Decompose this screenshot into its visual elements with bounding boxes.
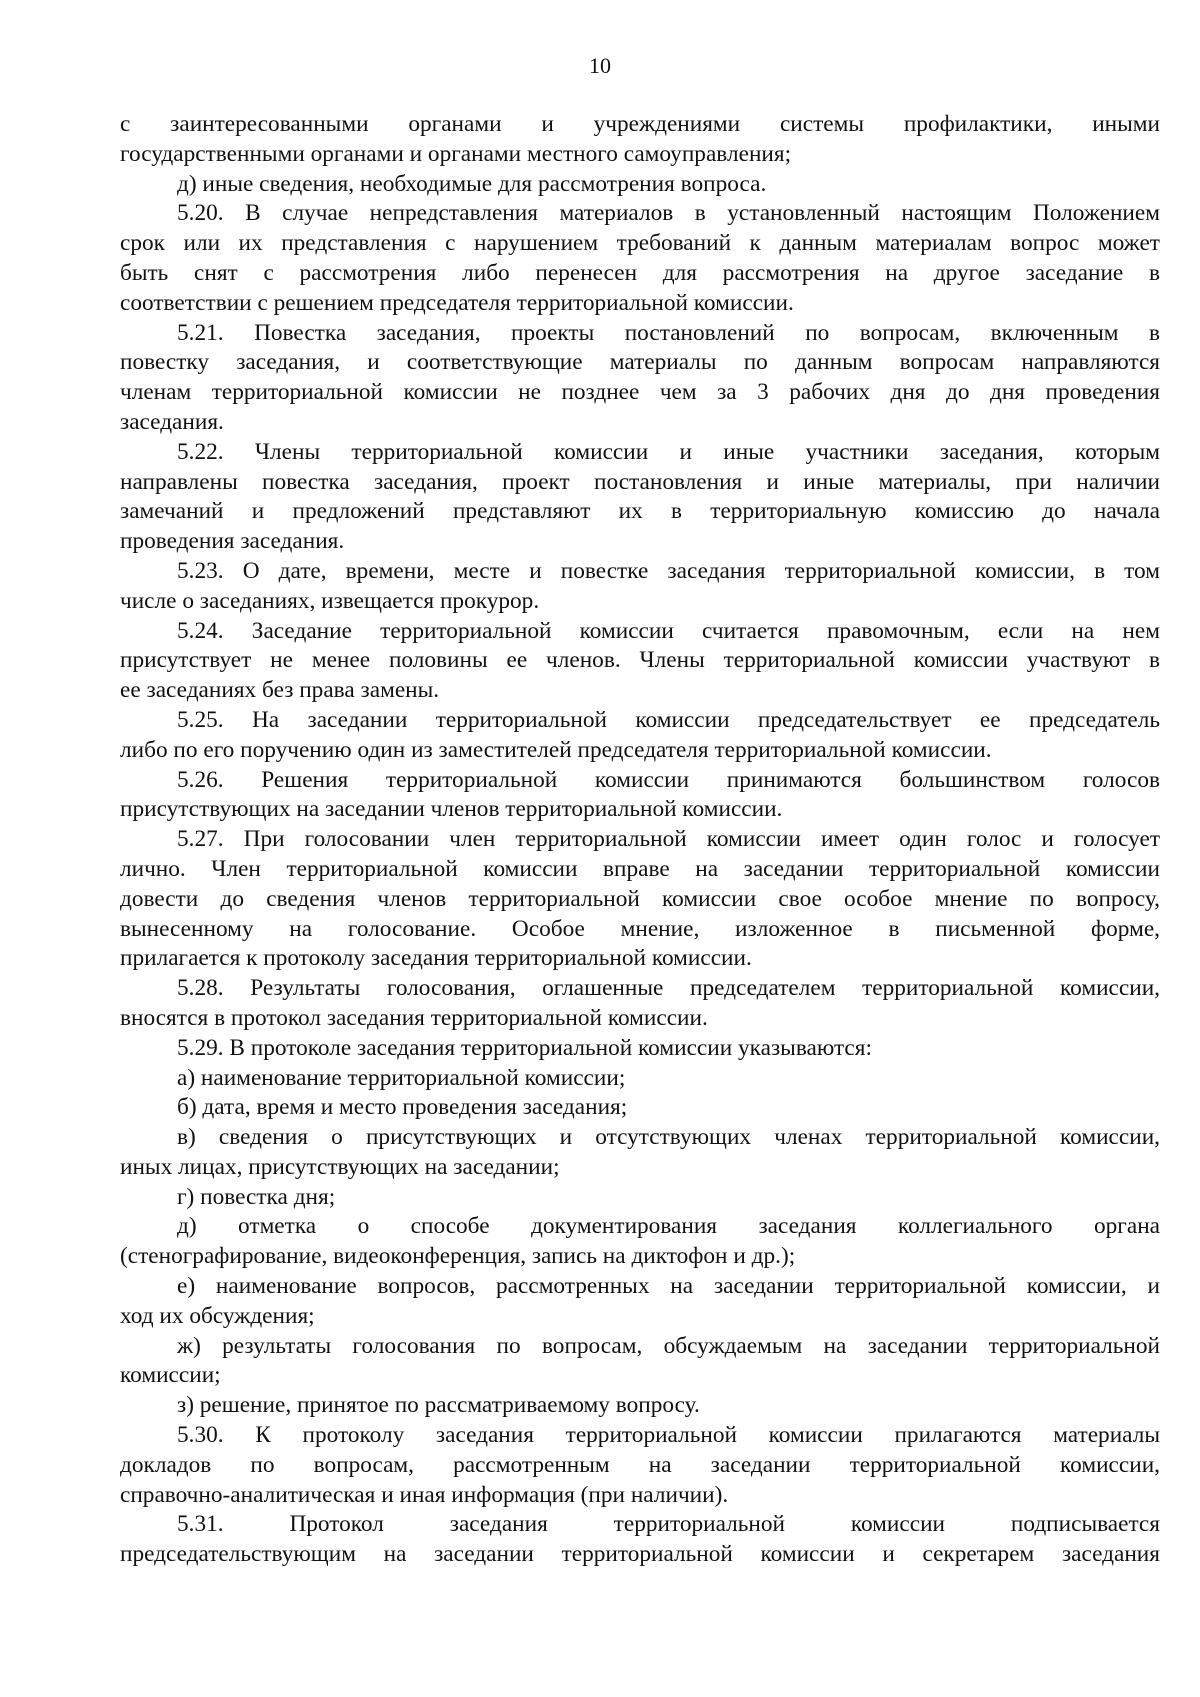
text-line: 5.20. В случае непредставления материалов в установленный настоящим Положением — [177, 200, 1160, 227]
text-line: лично. Член территориальной комиссии вправе на заседании территориальной комиссии — [120, 855, 1160, 882]
text-line: справочно-аналитическая и иная информация (при наличии). — [120, 1481, 729, 1508]
text-line: г) повестка дня; — [177, 1183, 336, 1210]
text-line: 5.31. Протокол заседания территориальной комиссии подписывается — [177, 1511, 1160, 1538]
text-line: членам территориальной комиссии не позднее чем за 3 рабочих дня до дня проведения — [120, 379, 1160, 406]
text-line: 5.26. Решения территориальной комиссии принимаются большинством голосов — [177, 766, 1160, 793]
text-line: числе о заседаниях, извещается прокурор. — [120, 587, 540, 614]
text-line: срок или их представления с нарушением требований к данным материалам вопрос может — [120, 230, 1160, 257]
text-line: присутствующих на заседании членов территориальной комиссии. — [120, 796, 783, 823]
text-line: иных лицах, присутствующих на заседании; — [120, 1153, 560, 1180]
text-line: прилагается к протоколу заседания территориальной комиссии. — [120, 945, 752, 972]
text-line: д) иные сведения, необходимые для рассмотрения вопроса. — [177, 170, 767, 197]
text-line: б) дата, время и место проведения заседания; — [177, 1094, 628, 1121]
text-line: быть снят с рассмотрения либо перенесен для рассмотрения на другое заседание в — [120, 259, 1160, 286]
text-line: д) отметка о способе документирования заседания коллегиального органа — [177, 1213, 1160, 1240]
text-line: председательствующим на заседании территориальной комиссии и секретарем заседания — [120, 1541, 1160, 1568]
text-line: 5.24. Заседание территориальной комиссии считается правомочным, если на нем — [177, 617, 1160, 644]
text-line: 5.22. Члены территориальной комиссии и иные участники заседания, которым — [177, 438, 1160, 465]
text-line: вносятся в протокол заседания территориальной комиссии. — [120, 1004, 708, 1031]
text-line: ее заседаниях без права замены. — [120, 677, 440, 704]
text-line: 5.25. На заседании территориальной комиссии председательствует ее председатель — [177, 706, 1160, 733]
text-line: с заинтересованными органами и учреждениями системы профилактики, иными — [120, 111, 1160, 137]
text-line: 5.28. Результаты голосования, оглашенные председателем территориальной комиссии, — [177, 975, 1160, 1002]
text-line: замечаний и предложений представляют их в территориальную комиссию до начала — [120, 498, 1160, 525]
text-line: вынесенному на голосование. Особое мнение, изложенное в письменной форме, — [120, 915, 1160, 942]
text-line: комиссии; — [120, 1362, 221, 1389]
text-line: (стенографирование, видеоконференция, запись на диктофон и др.); — [120, 1243, 796, 1270]
text-line: 5.29. В протоколе заседания территориальной комиссии указываются: — [177, 1034, 872, 1061]
text-line: проведения заседания. — [120, 528, 345, 555]
text-line: направлены повестка заседания, проект постановления и иные материалы, при наличии — [120, 468, 1160, 495]
text-line: 5.30. К протоколу заседания территориальной комиссии прилагаются материалы — [177, 1422, 1160, 1449]
text-line: 5.27. При голосовании член территориальной комиссии имеет один голос и голосует — [177, 826, 1160, 853]
text-line: государственными органами и органами местного самоуправления; — [120, 140, 792, 167]
text-line: докладов по вопросам, рассмотренным на заседании территориальной комиссии, — [120, 1451, 1160, 1478]
text-line: 5.21. Повестка заседания, проекты постановлений по вопросам, включенным в — [177, 319, 1160, 346]
text-line: ход их обсуждения; — [120, 1302, 315, 1329]
text-line: либо по его поручению один из заместителей председателя территориальной комиссии. — [120, 736, 992, 763]
text-line: 5.23. О дате, времени, месте и повестке заседания территориальной комиссии, в том — [177, 557, 1160, 584]
text-line: довести до сведения членов территориальной комиссии свое особое мнение по вопросу, — [120, 885, 1160, 912]
text-line: соответствии с решением председателя территориальной комиссии. — [120, 289, 794, 316]
text-line: в) сведения о присутствующих и отсутствующих членах территориальной комиссии, — [177, 1124, 1160, 1151]
document-body — [120, 110, 1160, 1570]
text-line: е) наименование вопросов, рассмотренных на заседании территориальной комиссии, и — [177, 1273, 1160, 1300]
text-line: а) наименование территориальной комиссии; — [177, 1064, 626, 1091]
text-line: повестку заседания, и соответствующие материалы по данным вопросам направляются — [120, 349, 1160, 376]
text-line: заседания. — [120, 408, 224, 435]
text-line: з) решение, принятое по рассматриваемому вопросу. — [177, 1392, 700, 1419]
text-line: ж) результаты голосования по вопросам, обсуждаемым на заседании территориальной — [177, 1332, 1160, 1359]
text-line: присутствует не менее половины ее членов. Члены территориальной комиссии участвуют в — [120, 647, 1160, 674]
page-number: 10 — [589, 53, 611, 78]
